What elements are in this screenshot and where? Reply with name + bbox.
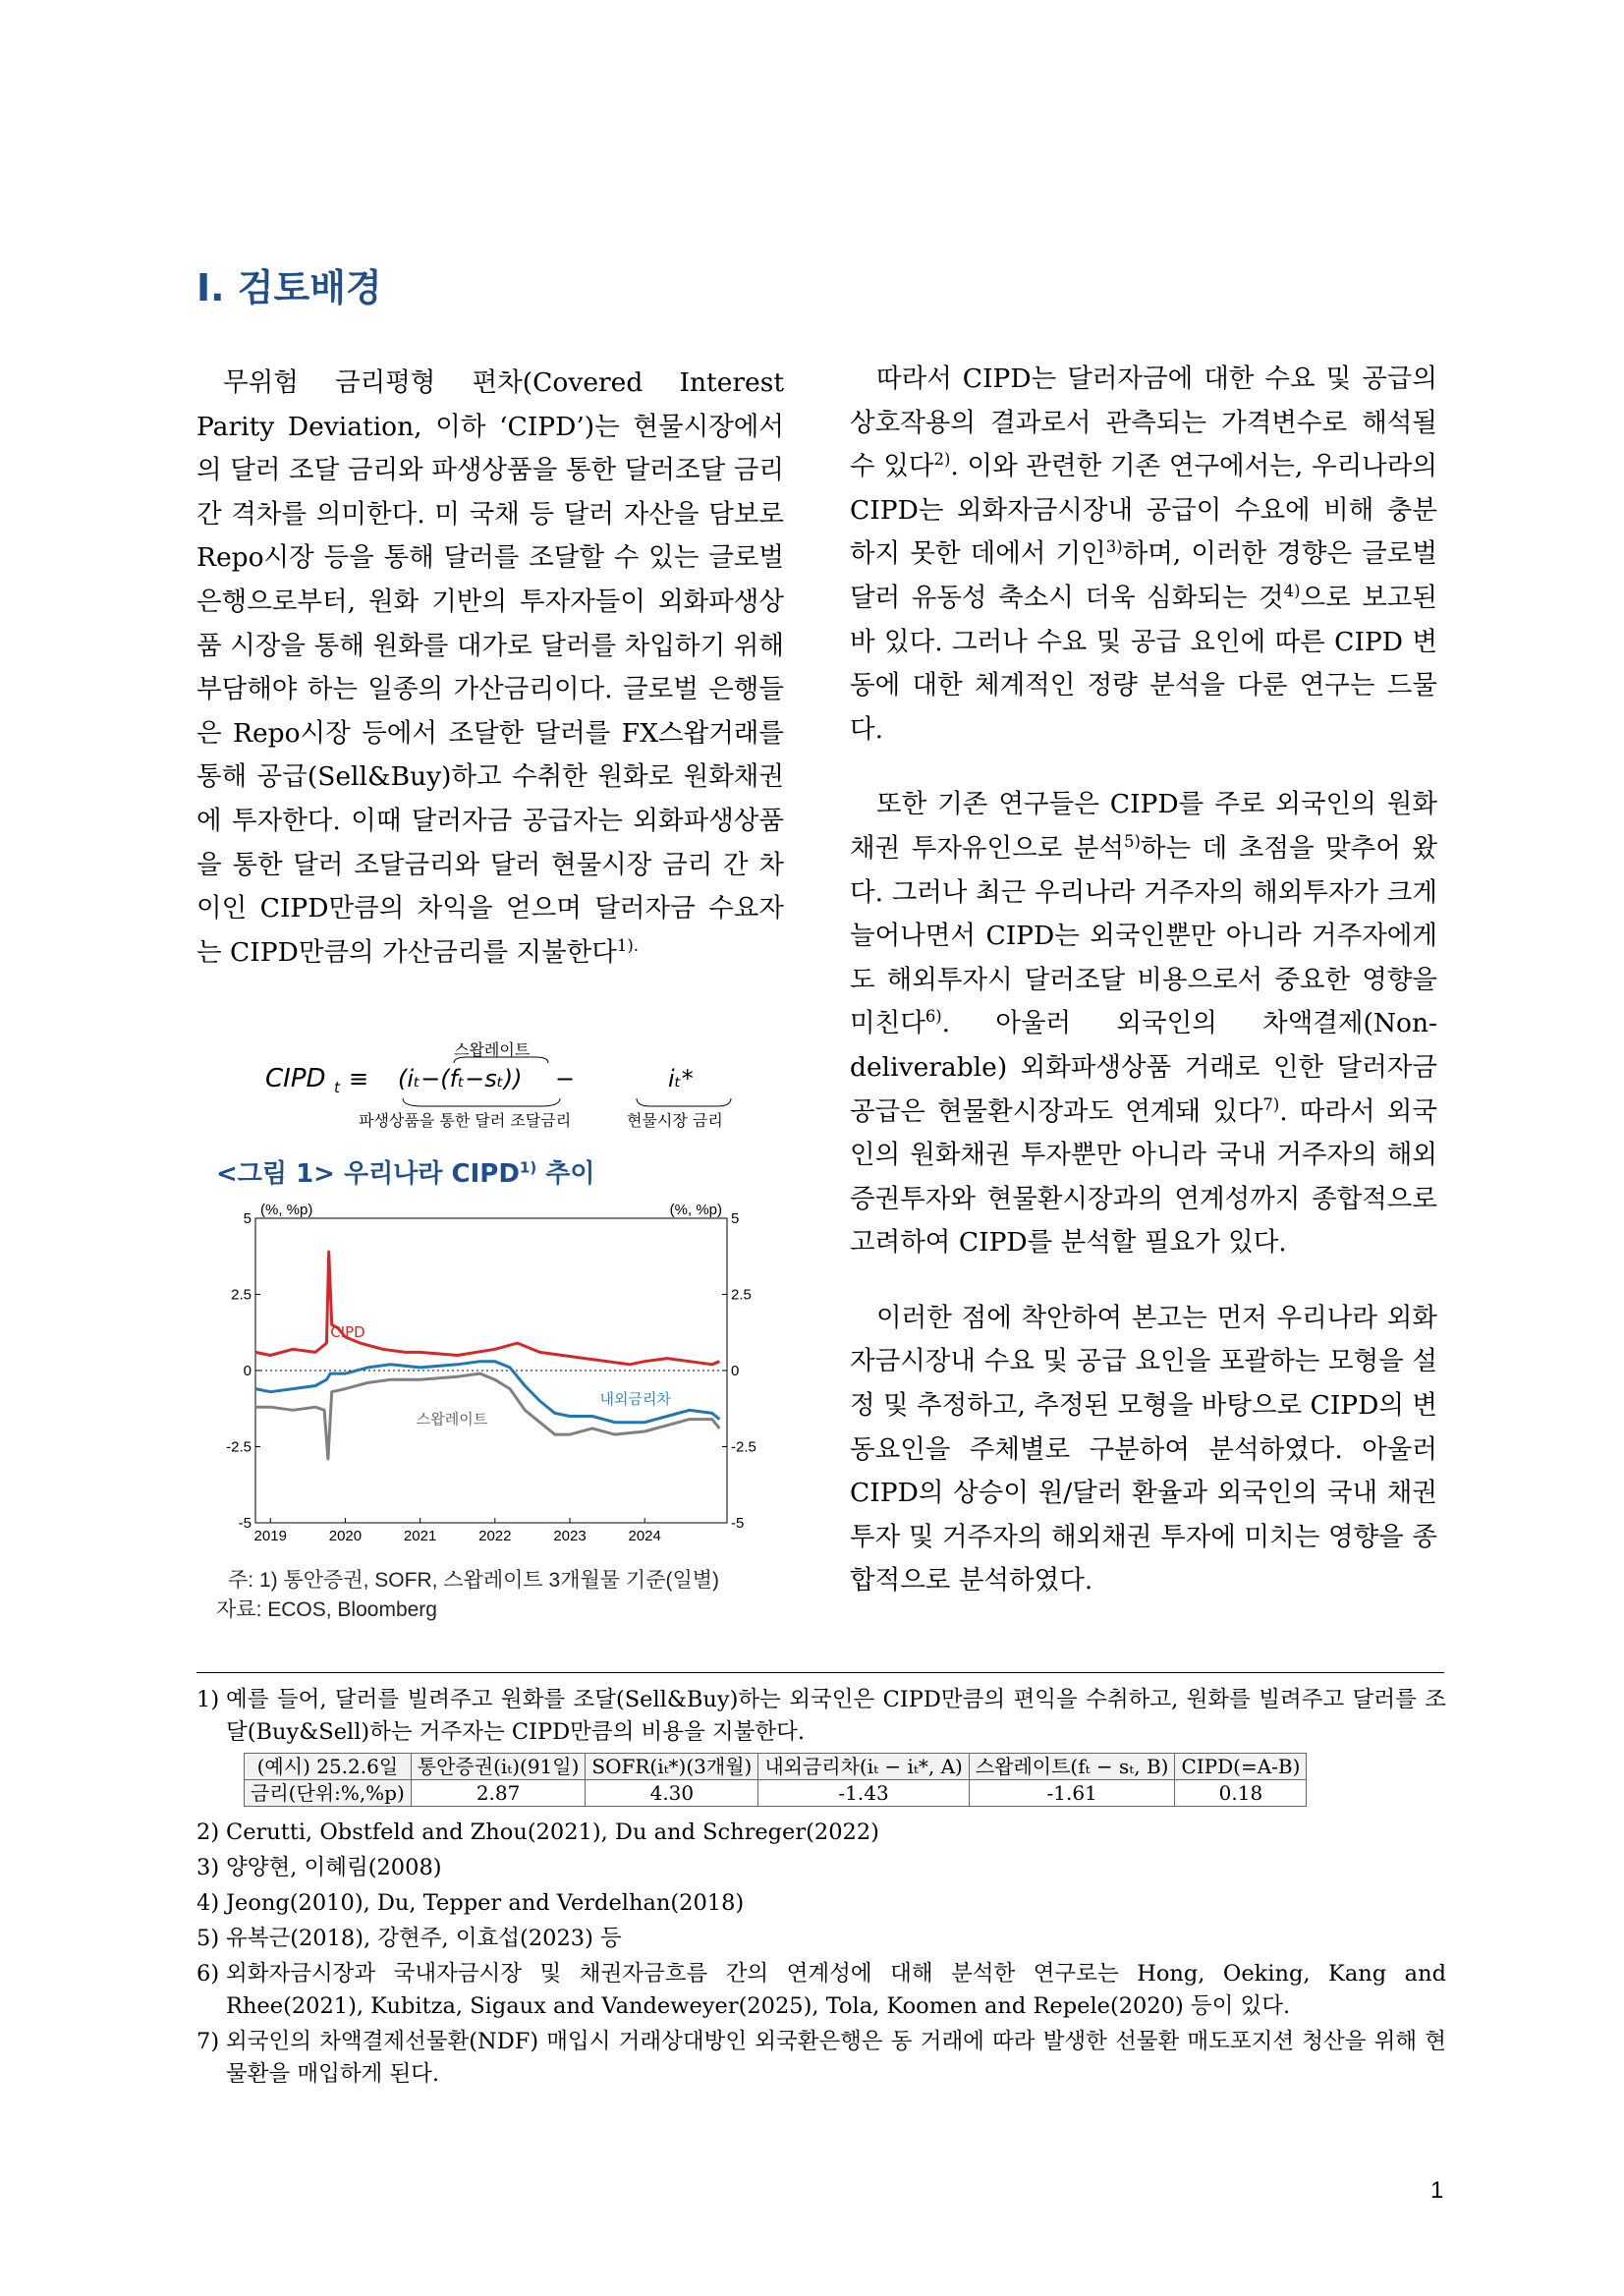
footnote-text: 외국인의 차액결제선물환(NDF) 매입시 거래상대방인 외국환은행은 동 거래에 따라 발생한 선물환 매도포지션 청산을 위해 현물환을 매입하게 된다. [226, 2029, 1446, 2087]
y-tick-label-right: 2.5 [731, 1286, 752, 1304]
formula-lhs-sub: t [334, 1079, 340, 1096]
footnote [196, 1887, 1446, 1920]
footnote-marker: 4) [1283, 582, 1301, 601]
series-line-CIPD [255, 1252, 719, 1365]
footnote [196, 1958, 1446, 2023]
footnote [196, 1684, 1446, 1749]
figure-note: 주: 1) 통안증권, SOFR, 스왑레이트 3개월물 기준(일별) [228, 1569, 720, 1592]
y-tick-label-left: -5 [238, 1515, 252, 1532]
footnote-text: 양양현, 이혜림(2008) [226, 1855, 442, 1880]
y-axis-unit-left: (%, %p) [260, 1202, 313, 1218]
table-row [245, 1780, 1307, 1807]
footnote [196, 2026, 1446, 2091]
chart-svg [226, 1199, 776, 1556]
footnote [196, 1852, 1446, 1884]
x-tick-label: 2024 [628, 1528, 661, 1544]
footnote-number: 4) [196, 1890, 220, 1916]
table-header: CIPD(=A-B) [1175, 1754, 1307, 1780]
table-header: (예시) 25.2.6일 [245, 1754, 412, 1780]
x-tick-label: 2022 [478, 1528, 512, 1544]
example-table [244, 1753, 1307, 1807]
footnote-marker: 5) [1124, 832, 1141, 852]
cipd-formula [196, 1036, 786, 1134]
footnote-number: 1) [196, 1687, 220, 1712]
formula-brace-bottom-left [403, 1098, 560, 1106]
series-label: 스왑레이트 [416, 1410, 488, 1428]
footnote-text: 유복근(2018), 강현주, 이효섭(2023) 등 [226, 1926, 622, 1951]
footnote [196, 1817, 1446, 1849]
table-header: SOFR(iₜ*)(3개월) [586, 1754, 758, 1780]
right-column [850, 358, 1437, 1635]
footnote-text: Jeong(2010), Du, Tepper and Verdelhan(2018) [226, 1890, 745, 1916]
figure-title-text: <그림 1> 우리나라 CIPD [216, 1159, 520, 1189]
x-tick-label: 2023 [553, 1528, 587, 1544]
table-cell: -1.43 [758, 1780, 970, 1807]
footnote-marker: 3) [1105, 537, 1123, 557]
y-tick-label-left: 5 [243, 1210, 252, 1227]
footnotes [196, 1684, 1446, 2094]
footnote-number: 6) [196, 1961, 220, 1987]
left-column [196, 362, 784, 1006]
formula-bracket-term: (iₜ−(fₜ−sₜ)) [398, 1065, 523, 1092]
right-paragraph [850, 783, 1437, 1265]
footnote-marker: 1). [616, 935, 639, 955]
paragraph-text: 으로 보고된 바 있다. 그러나 수요 및 공급 요인에 따른 CIPD 변동에 대한 체계적인 정량 분석을 다룬 연구는 드물다. [850, 582, 1438, 745]
x-tick-label: 2021 [403, 1528, 437, 1544]
intro-paragraph-text: 무위험 금리평형 편차(Covered Interest Parity Deviation, 이하 ‘CIPD’)는 현물시장에서의 달러 조달 금리와 파생상품을 통한 달러조달 금리 간 격차를 의미한다. 미 국채 등 달러 자산을 담보로 Repo시장 등을 통해 달러를 조달할 수 있는 글로벌 은행으로부터, 원화 기반의 투자자들이 외화파생상품 시장을 통해 원화를 대가로 달러를 차입하기 위해 부담해야 하는 일종의 가산금리이다. 글로벌 은행들은 Repo시장 등에서 조달한 달러를 FX스왑거래를 통해 공급(Sell&Buy)하고 수취한 원화로 원화채권에 투자한다. 이때 달러자금 공급자는 외화파생상품을 통한 달러 조달금리와 달러 현물시장 금리 간 차이인 CIPD만큼의 차익을 얻으며 달러자금 수요자는 CIPD만큼의 가산금리를 지불한다 [196, 367, 784, 968]
paragraph-text: 따라서 CIPD는 달러자금에 대한 수요 및 공급의 상호작용의 결과로서 관측되는 가격변수로 해석될 수 있다 [850, 364, 1437, 482]
paragraph-text: 하며, 이러한 경향은 글로벌 달러 유동성 축소시 더욱 심화되는 것 [850, 538, 1437, 613]
table-cell: 2.87 [411, 1780, 586, 1807]
section-title: Ⅰ. 검토배경 [196, 266, 382, 309]
table-cell: 0.18 [1175, 1780, 1307, 1807]
paragraph-text: 또한 기존 연구들은 CIPD를 주로 외국인의 원화채권 투자유인으로 분석 [850, 789, 1437, 864]
footnote-number: 2) [196, 1820, 220, 1845]
y-tick-label-left: -2.5 [226, 1438, 252, 1456]
y-tick-label-right: -2.5 [731, 1438, 756, 1456]
footnote-divider [196, 1672, 1444, 1673]
table-row-label: 금리(단위:%,%p) [245, 1780, 412, 1807]
series-label: CIPD [330, 1322, 365, 1341]
footnote-text: Cerutti, Obstfeld and Zhou(2021), Du and Schreger(2022) [226, 1820, 879, 1845]
footnote-marker: 6) [924, 1007, 942, 1027]
page-number: 1 [1430, 2177, 1444, 2204]
paragraph-text: . 이와 관련한 기존 연구에서는, 우리나라의 CIPD는 외화자금시장내 공급이 수요에 비해 충분하지 못한 데에서 기인 [850, 451, 1437, 570]
footnote-number: 7) [196, 2029, 220, 2054]
table-header: 스왑레이트(fₜ − sₜ, B) [969, 1754, 1175, 1780]
x-tick-label: 2019 [253, 1528, 287, 1544]
paragraph-text: . 아울러 외국인의 차액결제(Non-deliverable) 외화파생상품 거래로 인한 달러자금 공급은 현물환시장과도 연계돼 있다 [850, 1008, 1437, 1127]
x-tick-label: 2020 [328, 1528, 363, 1544]
series-label: 내외금리차 [599, 1390, 671, 1409]
formula-label-top: 스왑레이트 [454, 1040, 531, 1059]
paragraph-text: 이러한 점에 착안하여 본고는 먼저 우리나라 외화자금시장내 수요 및 공급 요인을 포괄하는 모형을 설정 및 추정하고, 추정된 모형을 바탕으로 CIPD의 변동요인을 주체별로 구분하여 분석하였다. 아울러 CIPD의 상승이 원/달러 환율과 외국인의 국내 채권투자 및 거주자의 해외채권 투자에 미치는 영향을 종합적으로 분석하였다. [850, 1302, 1437, 1596]
formula-minus: − [555, 1065, 576, 1092]
footnote-text: 예를 들어, 달러를 빌려주고 원화를 조달(Sell&Buy)하는 외국인은 CIPD만큼의 편익을 수취하고, 원화를 빌려주고 달러를 조달(Buy&Sell)하는 거주자는 CIPD만큼의 비용을 지불한다. [226, 1687, 1446, 1745]
footnote-marker: 7) [1262, 1094, 1280, 1114]
table-header: 내외금리차(iₜ − iₜ*, A) [758, 1754, 970, 1780]
formula-brace-bottom-right [637, 1098, 731, 1106]
figure-title-suffix: 추이 [536, 1159, 595, 1189]
paragraph-text: . 따라서 외국인의 원화채권 투자뿐만 아니라 국내 거주자의 해외증권투자와 현물환시장과의 연계성까지 종합적으로 고려하여 CIPD를 분석할 필요가 있다. [850, 1095, 1437, 1259]
y-tick-label-left: 2.5 [231, 1286, 252, 1304]
table-cell: 4.30 [586, 1780, 758, 1807]
formula-lhs: CIPD [265, 1064, 326, 1093]
formula-spot-rate: iₜ* [668, 1065, 694, 1092]
footnote-text: 외화자금시장과 국내자금시장 및 채권자금흐름 간의 연계성에 대해 분석한 연구로는 Hong, Oeking, Kang and Rhee(2021), Kubitza, Sigaux and Vandeweyer(2025), Tola, Koomen and Repele(2020) 등이 있다. [226, 1961, 1446, 2019]
formula-label-bottom-left: 파생상품을 통한 달러 조달금리 [359, 1111, 572, 1130]
y-tick-label-right: -5 [731, 1515, 745, 1532]
table-cell: -1.61 [969, 1780, 1175, 1807]
y-tick-label-left: 0 [243, 1363, 252, 1379]
footnote-marker: 2) [933, 450, 951, 470]
right-paragraph [850, 1297, 1437, 1603]
figure-source: 자료: ECOS, Bloomberg [216, 1598, 437, 1621]
figure-title [216, 1153, 595, 1190]
paragraph-text: 하는 데 초점을 맞추어 왔다. 그러나 최근 우리나라 거주자의 해외투자가 크게 늘어나면서 CIPD는 외국인뿐만 아니라 거주자에게도 해외투자시 달러조달 비용으로서 중요한 영향을 미친다 [850, 832, 1437, 1039]
right-paragraph [850, 358, 1437, 752]
y-axis-unit-right: (%, %p) [669, 1202, 722, 1218]
cipd-chart [226, 1199, 776, 1556]
figure-title-sup: 1) [519, 1158, 537, 1177]
y-tick-label-right: 0 [731, 1363, 740, 1379]
formula-equiv: ≡ [349, 1065, 369, 1092]
footnote-number: 3) [196, 1855, 220, 1880]
footnote-number: 5) [196, 1926, 220, 1951]
y-tick-label-right: 5 [731, 1210, 740, 1227]
table-header: 통안증권(iₜ)(91일) [411, 1754, 586, 1780]
footnote [196, 1923, 1446, 1955]
formula-label-bottom-right: 현물시장 금리 [627, 1111, 723, 1130]
intro-paragraph [196, 362, 784, 975]
